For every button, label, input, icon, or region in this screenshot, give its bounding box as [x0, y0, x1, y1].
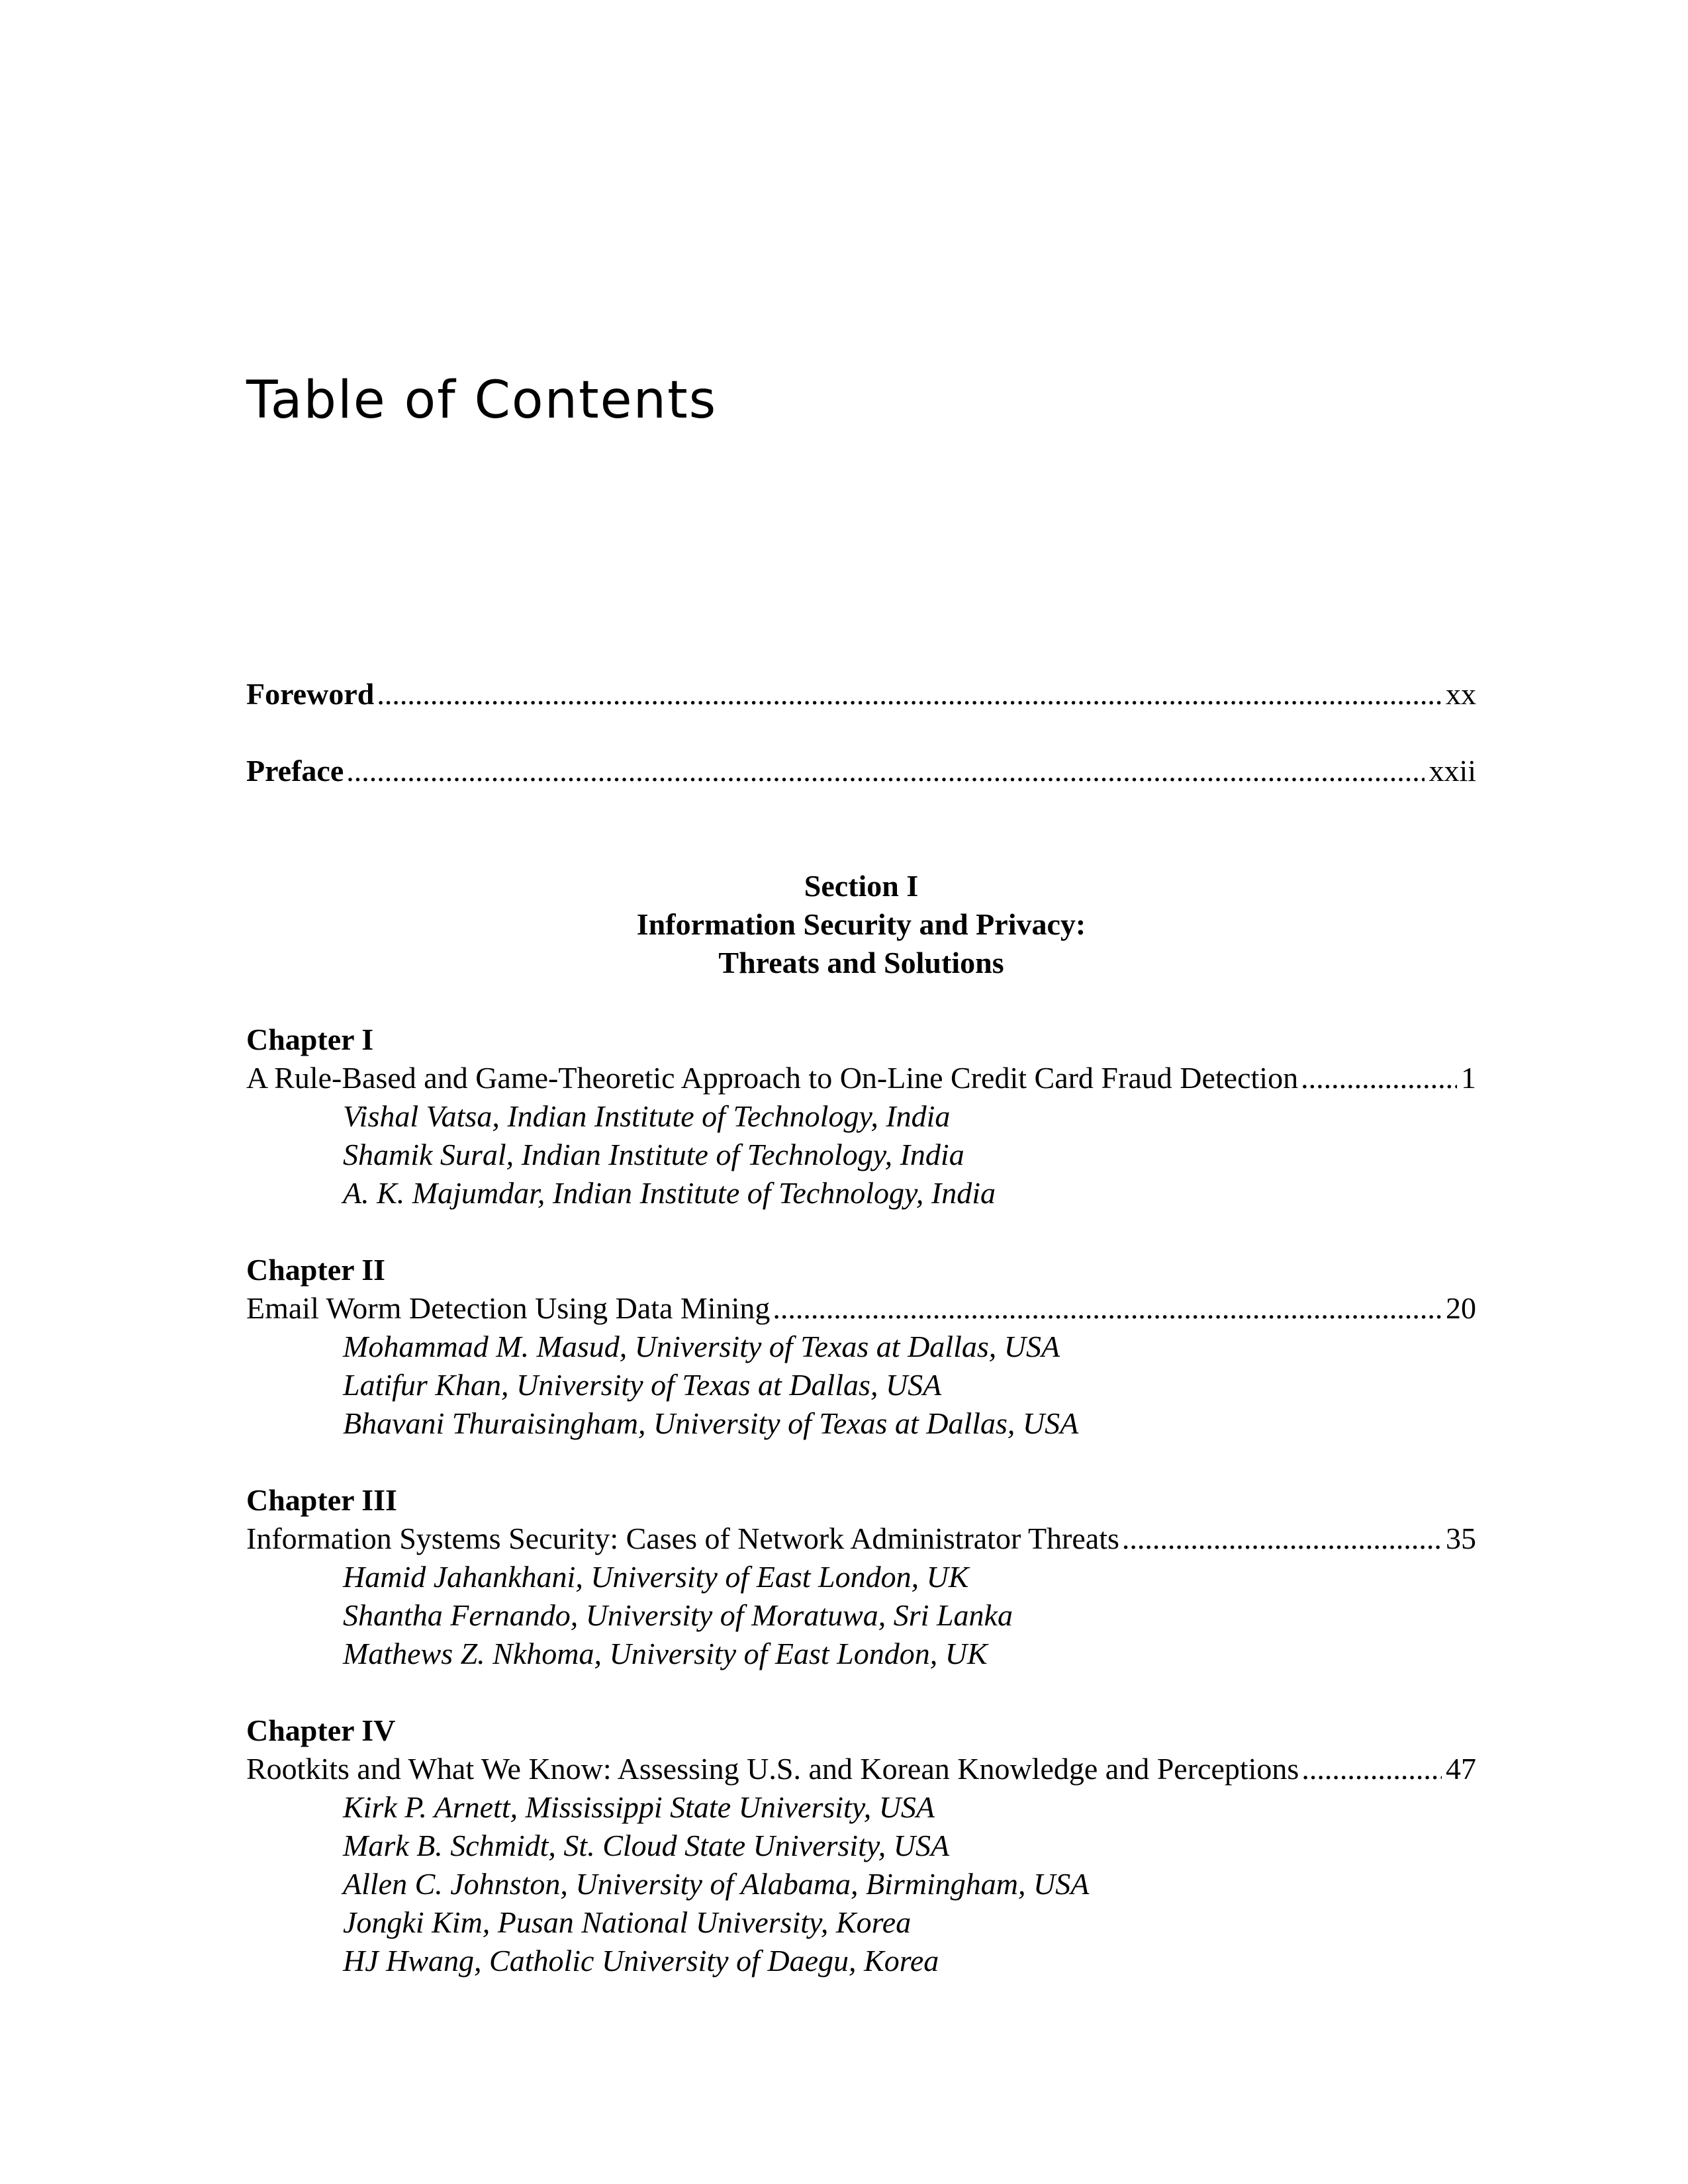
dot-leader [377, 675, 1442, 713]
author-line: Mathews Z. Nkhoma, University of East London, UK [343, 1637, 988, 1670]
author-line: Hamid Jahankhani, University of East London, UK [343, 1560, 969, 1594]
chapter-4 [246, 1711, 1476, 1980]
author-line: Allen C. Johnston, University of Alabama, Birmingham, USA [343, 1867, 1090, 1901]
author-line: A. K. Majumdar, Indian Institute of Technology, India [343, 1176, 996, 1210]
toc-entry-chapter-4[interactable] [246, 1750, 1476, 1788]
dot-leader [773, 1289, 1442, 1328]
author-line: Shamik Sural, Indian Institute of Technology, India [343, 1138, 964, 1171]
chapter-label: Chapter III [246, 1483, 397, 1517]
entry-title: Foreword [246, 677, 375, 711]
chapter-title: A Rule-Based and Game-Theoretic Approach to On-Line Credit Card Fraud Detection [246, 1061, 1299, 1095]
page-number: 35 [1446, 1522, 1476, 1555]
author-line: Vishal Vatsa, Indian Institute of Technology, India [343, 1099, 951, 1133]
section-heading [246, 867, 1476, 982]
chapter-title: Rootkits and What We Know: Assessing U.S. and Korean Knowledge and Perceptions [246, 1752, 1299, 1786]
dot-leader [1301, 1750, 1442, 1788]
chapter-label: Chapter II [246, 1253, 386, 1287]
chapter-label: Chapter IV [246, 1713, 396, 1747]
author-line: Bhavani Thuraisingham, University of Texas at Dallas, USA [343, 1406, 1079, 1440]
author-line: Latifur Khan, University of Texas at Dallas, USA [343, 1368, 942, 1402]
section-title-line2: Threats and Solutions [718, 946, 1004, 979]
author-line: HJ Hwang, Catholic University of Daegu, Korea [343, 1944, 939, 1978]
toc-entry-chapter-2[interactable] [246, 1289, 1476, 1328]
entry-title: Preface [246, 754, 344, 788]
page-number: 1 [1461, 1061, 1476, 1095]
page-number: xxii [1429, 754, 1476, 788]
page-number: 20 [1446, 1291, 1476, 1325]
author-line: Jongki Kim, Pusan National University, Korea [343, 1905, 912, 1939]
toc-entry-foreword[interactable] [246, 675, 1476, 713]
chapter-3 [246, 1481, 1476, 1673]
page-number: xx [1446, 677, 1476, 711]
dot-leader [346, 752, 1425, 790]
chapter-title: Information Systems Security: Cases of Network Administrator Threats [246, 1522, 1119, 1555]
author-line: Mark B. Schmidt, St. Cloud State University, USA [343, 1829, 950, 1862]
toc-entry-preface[interactable] [246, 752, 1476, 790]
section-number: Section I [804, 869, 919, 903]
author-line: Kirk P. Arnett, Mississippi State University, USA [343, 1790, 935, 1824]
section-title-line1: Information Security and Privacy: [636, 907, 1086, 941]
page-number: 47 [1446, 1752, 1476, 1786]
chapter-2 [246, 1251, 1476, 1443]
dot-leader [1122, 1520, 1442, 1558]
dot-leader [1301, 1059, 1457, 1097]
author-line: Mohammad M. Masud, University of Texas at Dallas, USA [343, 1330, 1060, 1363]
chapter-title: Email Worm Detection Using Data Mining [246, 1291, 771, 1325]
toc-body [246, 675, 1476, 1980]
page-title: Table of Contents [246, 371, 718, 430]
chapter-1 [246, 1021, 1476, 1212]
toc-entry-chapter-3[interactable] [246, 1520, 1476, 1558]
toc-entry-chapter-1[interactable] [246, 1059, 1476, 1097]
author-line: Shantha Fernando, University of Moratuwa, Sri Lanka [343, 1598, 1013, 1632]
chapter-label: Chapter I [246, 1023, 374, 1056]
